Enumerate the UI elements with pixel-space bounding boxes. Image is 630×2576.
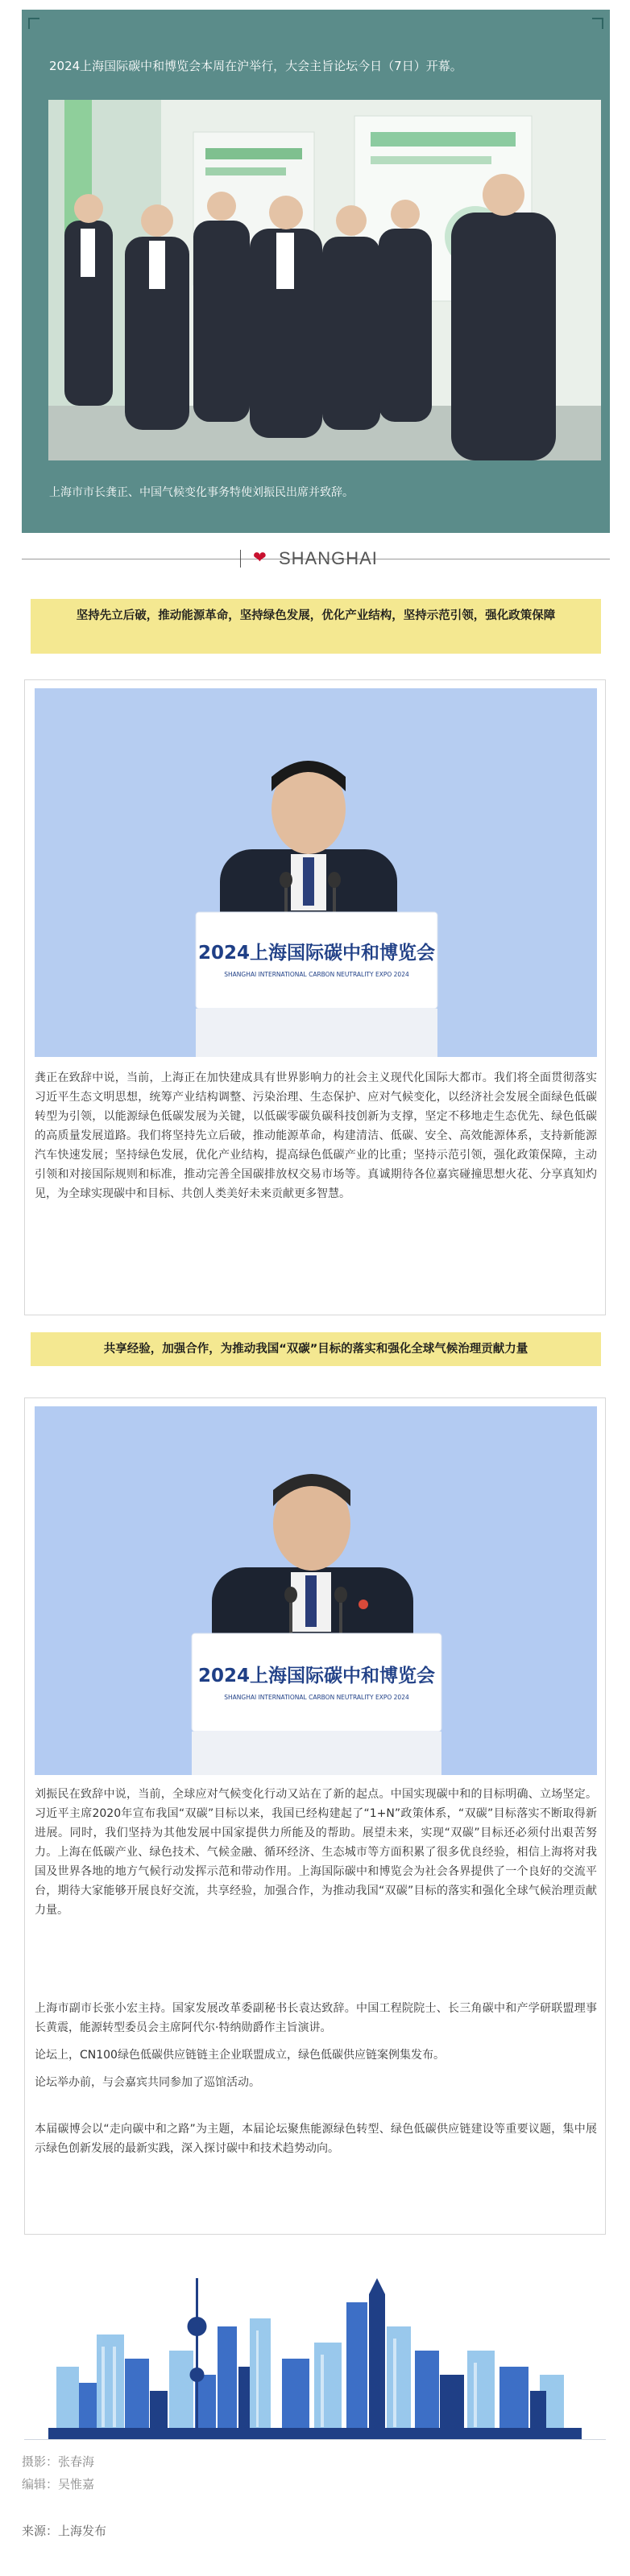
speech-photo-gong-zheng: [35, 688, 597, 1057]
section1-body-text: 龚正在致辞中说，当前，上海正在加快建成具有世界影响力的社会主义现代化国际大都市。我们将全面贯彻落实习近平生态文明思想，统筹产业结构调整、污染治理、生态保护、应对气候变化，以经济社会发展全面绿色低碳转型为引领，以能源绿色低碳发展为关键，以低碳零碳负碳科技创新为支撑，坚定不移地走生态优先、绿色低碳的高质量发展道路。我们将坚持先立后破，推动能源革命，构建清洁、低碳、安全、高效能源体系，支持新能源汽车快速发展；坚持绿色发展，优化产业结构，提高绿色低碳产业的比重；坚持示范引领，强化政策保障，主动引领和对接国际规则和标准，推动完善全国碳排放权交易市场等。真诚期待各位嘉宾碰撞思想火花、分享真知灼见，为全球实现碳中和目标、共创人类美好未来贡献更多智慧。: [35, 1071, 597, 1200]
heart-icon: ❤: [253, 547, 267, 567]
corner-bracket-icon: [592, 18, 603, 29]
section-heading-2: 共享经验，加强合作，为推动我国“双碳”目标的落实和强化全球气候治理贡献力量: [31, 1332, 601, 1366]
section2-paragraph: 论坛上，CN100绿色低碳供应链链主企业联盟成立，绿色低碳供应链案例集发布。: [35, 2049, 445, 2062]
speaker-podium-illustration: [35, 688, 597, 1057]
intro-card: [22, 10, 610, 533]
photographer-credit: 摄影：张春海: [22, 2454, 95, 2469]
speech-photo-liu-zhenmin: [35, 1406, 597, 1775]
podium-subtitle: SHANGHAI INTERNATIONAL CARBON NEUTRALITY EXPO 2024: [224, 971, 409, 978]
podium-title: 2024上海国际碳中和博览会: [197, 943, 436, 964]
podium-subtitle: SHANGHAI INTERNATIONAL CARBON NEUTRALITY EXPO 2024: [224, 1694, 409, 1701]
editor-credit: 编辑：吴惟嘉: [22, 2477, 95, 2491]
exhibition-visit-photo: [48, 100, 601, 460]
section2-paragraph: 上海市副市长张小宏主持。国家发展改革委副秘书长袁达致辞。中国工程院院士、长三角碳中和产学研联盟理事长黄震，能源转型委员会主席阿代尔·特纳勋爵作主旨演讲。: [35, 2002, 597, 2034]
corner-bracket-icon: [28, 18, 39, 29]
section2-paragraph: 刘振民在致辞中说，当前，全球应对气候变化行动又站在了新的起点。中国实现碳中和的目标明确、立场坚定。习近平主席2020年宣布我国“双碳”目标以来，我国已经构建起了“1+N”政策体系，“双碳”目标落实不断取得新进展。同时，我们坚持为其他发展中国家提供力所能及的帮助。展望未来，实现“双碳”目标还必须付出艰苦努力。上海在低碳产业、绿色技术、气候金融、循环经济、生态城市等方面积累了很多优良经验，相信上海将对我国及世界各地的地方气候行动发挥示范和带动作用。上海国际碳中和博览会为社会各界提供了一个良好的交流平台，期待大家能够开展良好交流，共享经验，加强合作，为推动我国“双碳”目标的落实和强化全球气候治理贡献力量。: [35, 1788, 597, 1917]
section2-paragraph: 论坛举办前，与会嘉宾共同参加了巡馆活动。: [35, 2076, 260, 2089]
city-skyline-illustration: [48, 2270, 582, 2439]
section-card-2: [24, 1397, 606, 2235]
divider-city-label: SHANGHAI: [279, 548, 378, 568]
intro-photo-caption: 上海市市长龚正、中国气候变化事务特使刘振民出席并致辞。: [49, 486, 354, 499]
podium-title: 2024上海国际碳中和博览会: [197, 1666, 436, 1686]
exhibition-visit-illustration: [48, 100, 601, 460]
skyline-baseline: [24, 2439, 606, 2440]
source-credit: 来源：上海发布: [22, 2524, 107, 2538]
speaker-podium-illustration: [35, 1406, 597, 1775]
section-card-1: [24, 679, 606, 1315]
section2-paragraph: 本届碳博会以“走向碳中和之路”为主题，本届论坛聚焦能源绿色转型、绿色低碳供应链建设等重要议题，集中展示绿色创新发展的最新实践，深入探讨碳中和技术趋势动向。: [35, 2123, 597, 2155]
divider-bar: [240, 550, 241, 568]
section-heading-1: 坚持先立后破，推动能源革命，坚持绿色发展，优化产业结构，坚持示范引领，强化政策保障: [31, 599, 601, 654]
intro-lead-text: 2024上海国际碳中和博览会本周在沪举行，大会主旨论坛今日（7日）开幕。: [49, 59, 462, 73]
